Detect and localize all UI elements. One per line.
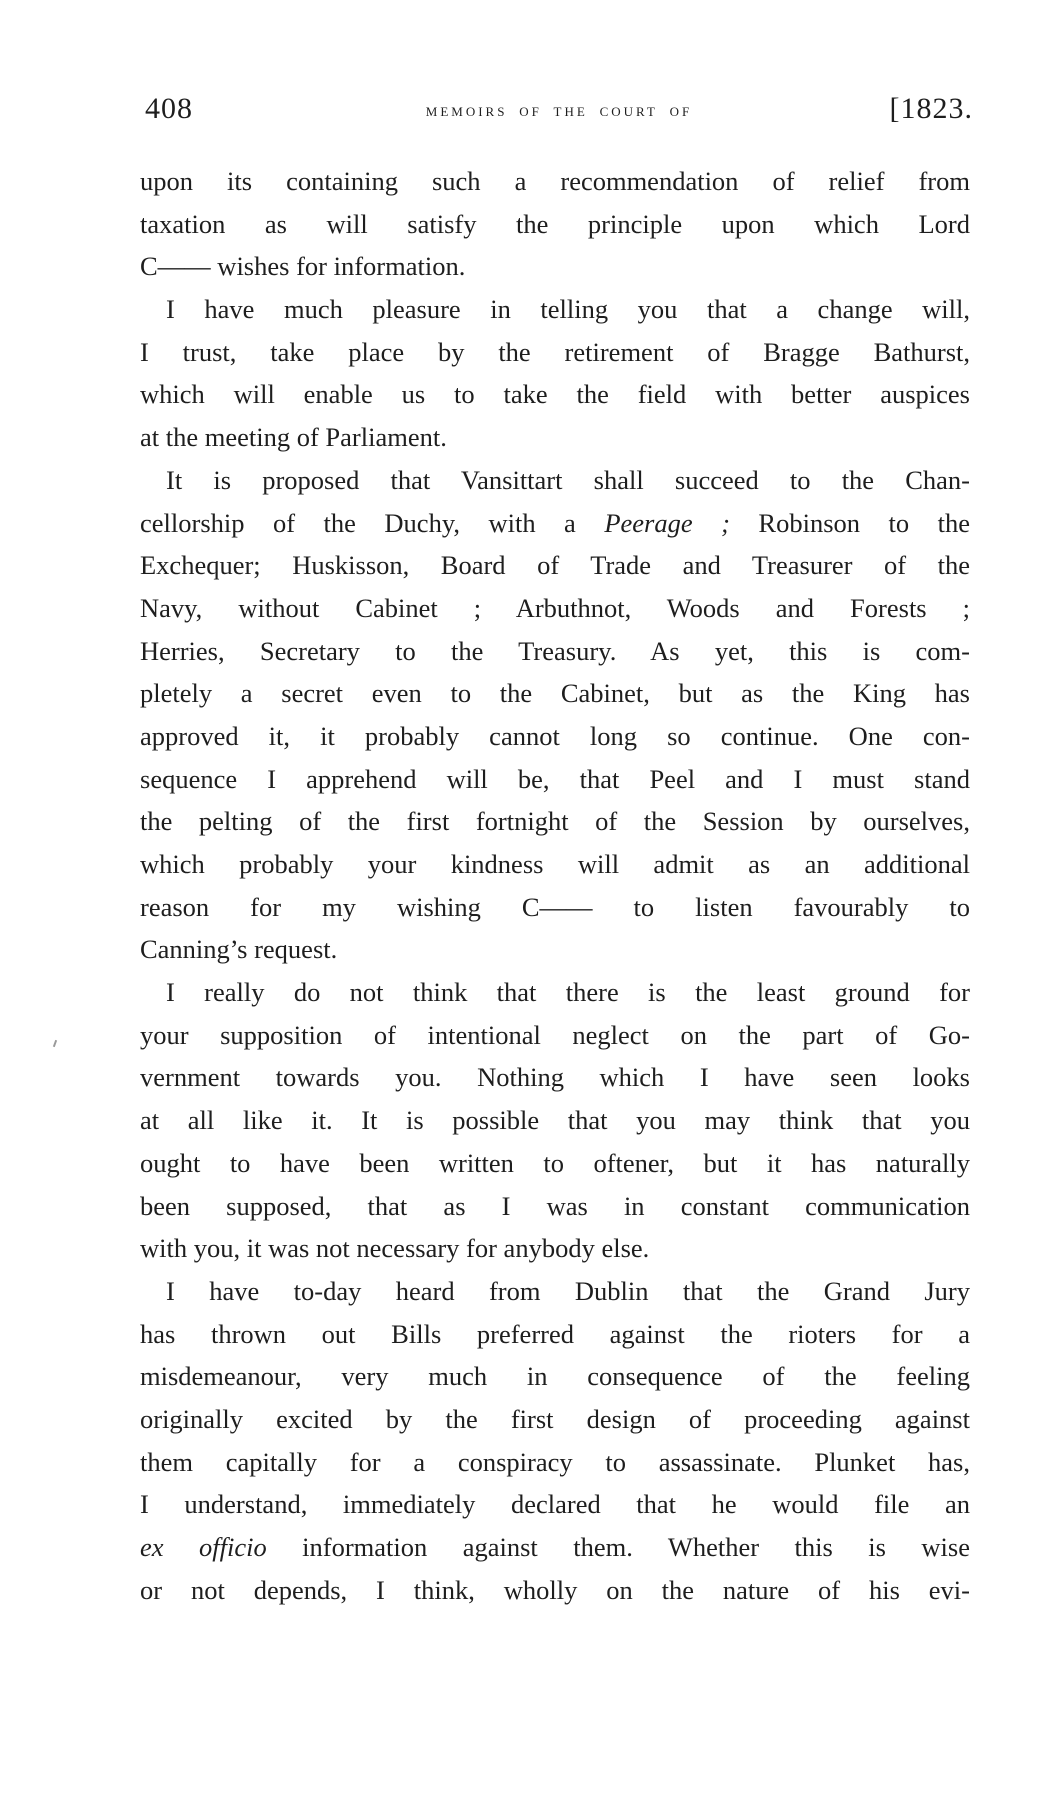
text-line: Canning’s request. [140,934,338,965]
text-line: originally excited by the first design of proceeding against [140,1403,970,1434]
text-line: Exchequer; Huskisson, Board of Trade and Treasurer of the [140,550,970,581]
body-text [140,160,970,1611]
text-line: them capitally for a conspiracy to assassinate. Plunket has, [140,1446,970,1477]
text-line: at the meeting of Parliament. [140,422,447,453]
ink-speck [53,1040,57,1047]
text-line: sequence I apprehend will be, that Peel and I must stand [140,763,970,794]
text-line: has thrown out Bills preferred against the rioters for a [140,1318,970,1349]
text-line: the pelting of the first fortnight of the Session by ourselves, [140,806,970,837]
text-line: been supposed, that as I was in constant communication [140,1190,970,1221]
text-line: which probably your kindness will admit as an additional [140,849,970,879]
running-head [145,92,973,132]
text-fragment: Robinson to the [729,507,970,538]
text-line: I really do not think that there is the least ground for [166,977,970,1008]
text-line: Navy, without Cabinet ; Arbuthnot, Woods and Forests ; [140,592,970,623]
text-fragment: cellorship of the Duchy, with a [140,507,605,538]
text-line: ought to have been written to oftener, but it has naturally [140,1147,970,1178]
text-line: with you, it was not necessary for anybody else. [140,1233,650,1264]
italic-ex-officio: ex officio [140,1532,267,1562]
text-line [140,1526,970,1569]
text-line: pletely a secret even to the Cabinet, but as the King has [140,678,970,709]
text-line: your supposition of intentional neglect on the part of Go- [140,1019,970,1050]
italic-peerage: Peerage ; [604,507,730,538]
text-line: I trust, take place by the retirement of Bragge Bathurst, [140,336,970,367]
year-marker: [1823. [889,92,973,125]
text-line: I understand, immediately declared that he would file an [140,1489,970,1520]
text-line [140,502,970,545]
text-line: which will enable us to take the field with better auspices [140,379,970,410]
text-line: It is proposed that Vansittart shall succeed to the Chan- [166,464,970,495]
text-line: or not depends, I think, wholly on the nature of his evi- [140,1574,970,1605]
page-number: 408 [145,92,193,125]
text-line: misdemeanour, very much in consequence of the feeling [140,1361,970,1392]
text-line: C—— wishes for information. [140,251,466,282]
text-line: I have much pleasure in telling you that a change will, [166,294,970,325]
text-line: at all like it. It is possible that you may think that you [140,1105,970,1136]
text-fragment: information against them. Whether this is wise [266,1532,970,1562]
text-line: taxation as will satisfy the principle upon which Lord [140,208,970,239]
text-line: I have to-day heard from Dublin that the Grand Jury [166,1275,970,1306]
text-line: vernment towards you. Nothing which I have seen looks [140,1062,970,1093]
text-line: upon its containing such a recommendation of relief from [140,166,970,196]
running-title: memoirs of the court of [425,100,693,121]
text-line: Herries, Secretary to the Treasury. As yet, this is com- [140,635,970,666]
text-line: reason for my wishing C—— to listen favourably to [140,891,970,922]
text-line: approved it, it probably cannot long so continue. One con- [140,720,970,751]
